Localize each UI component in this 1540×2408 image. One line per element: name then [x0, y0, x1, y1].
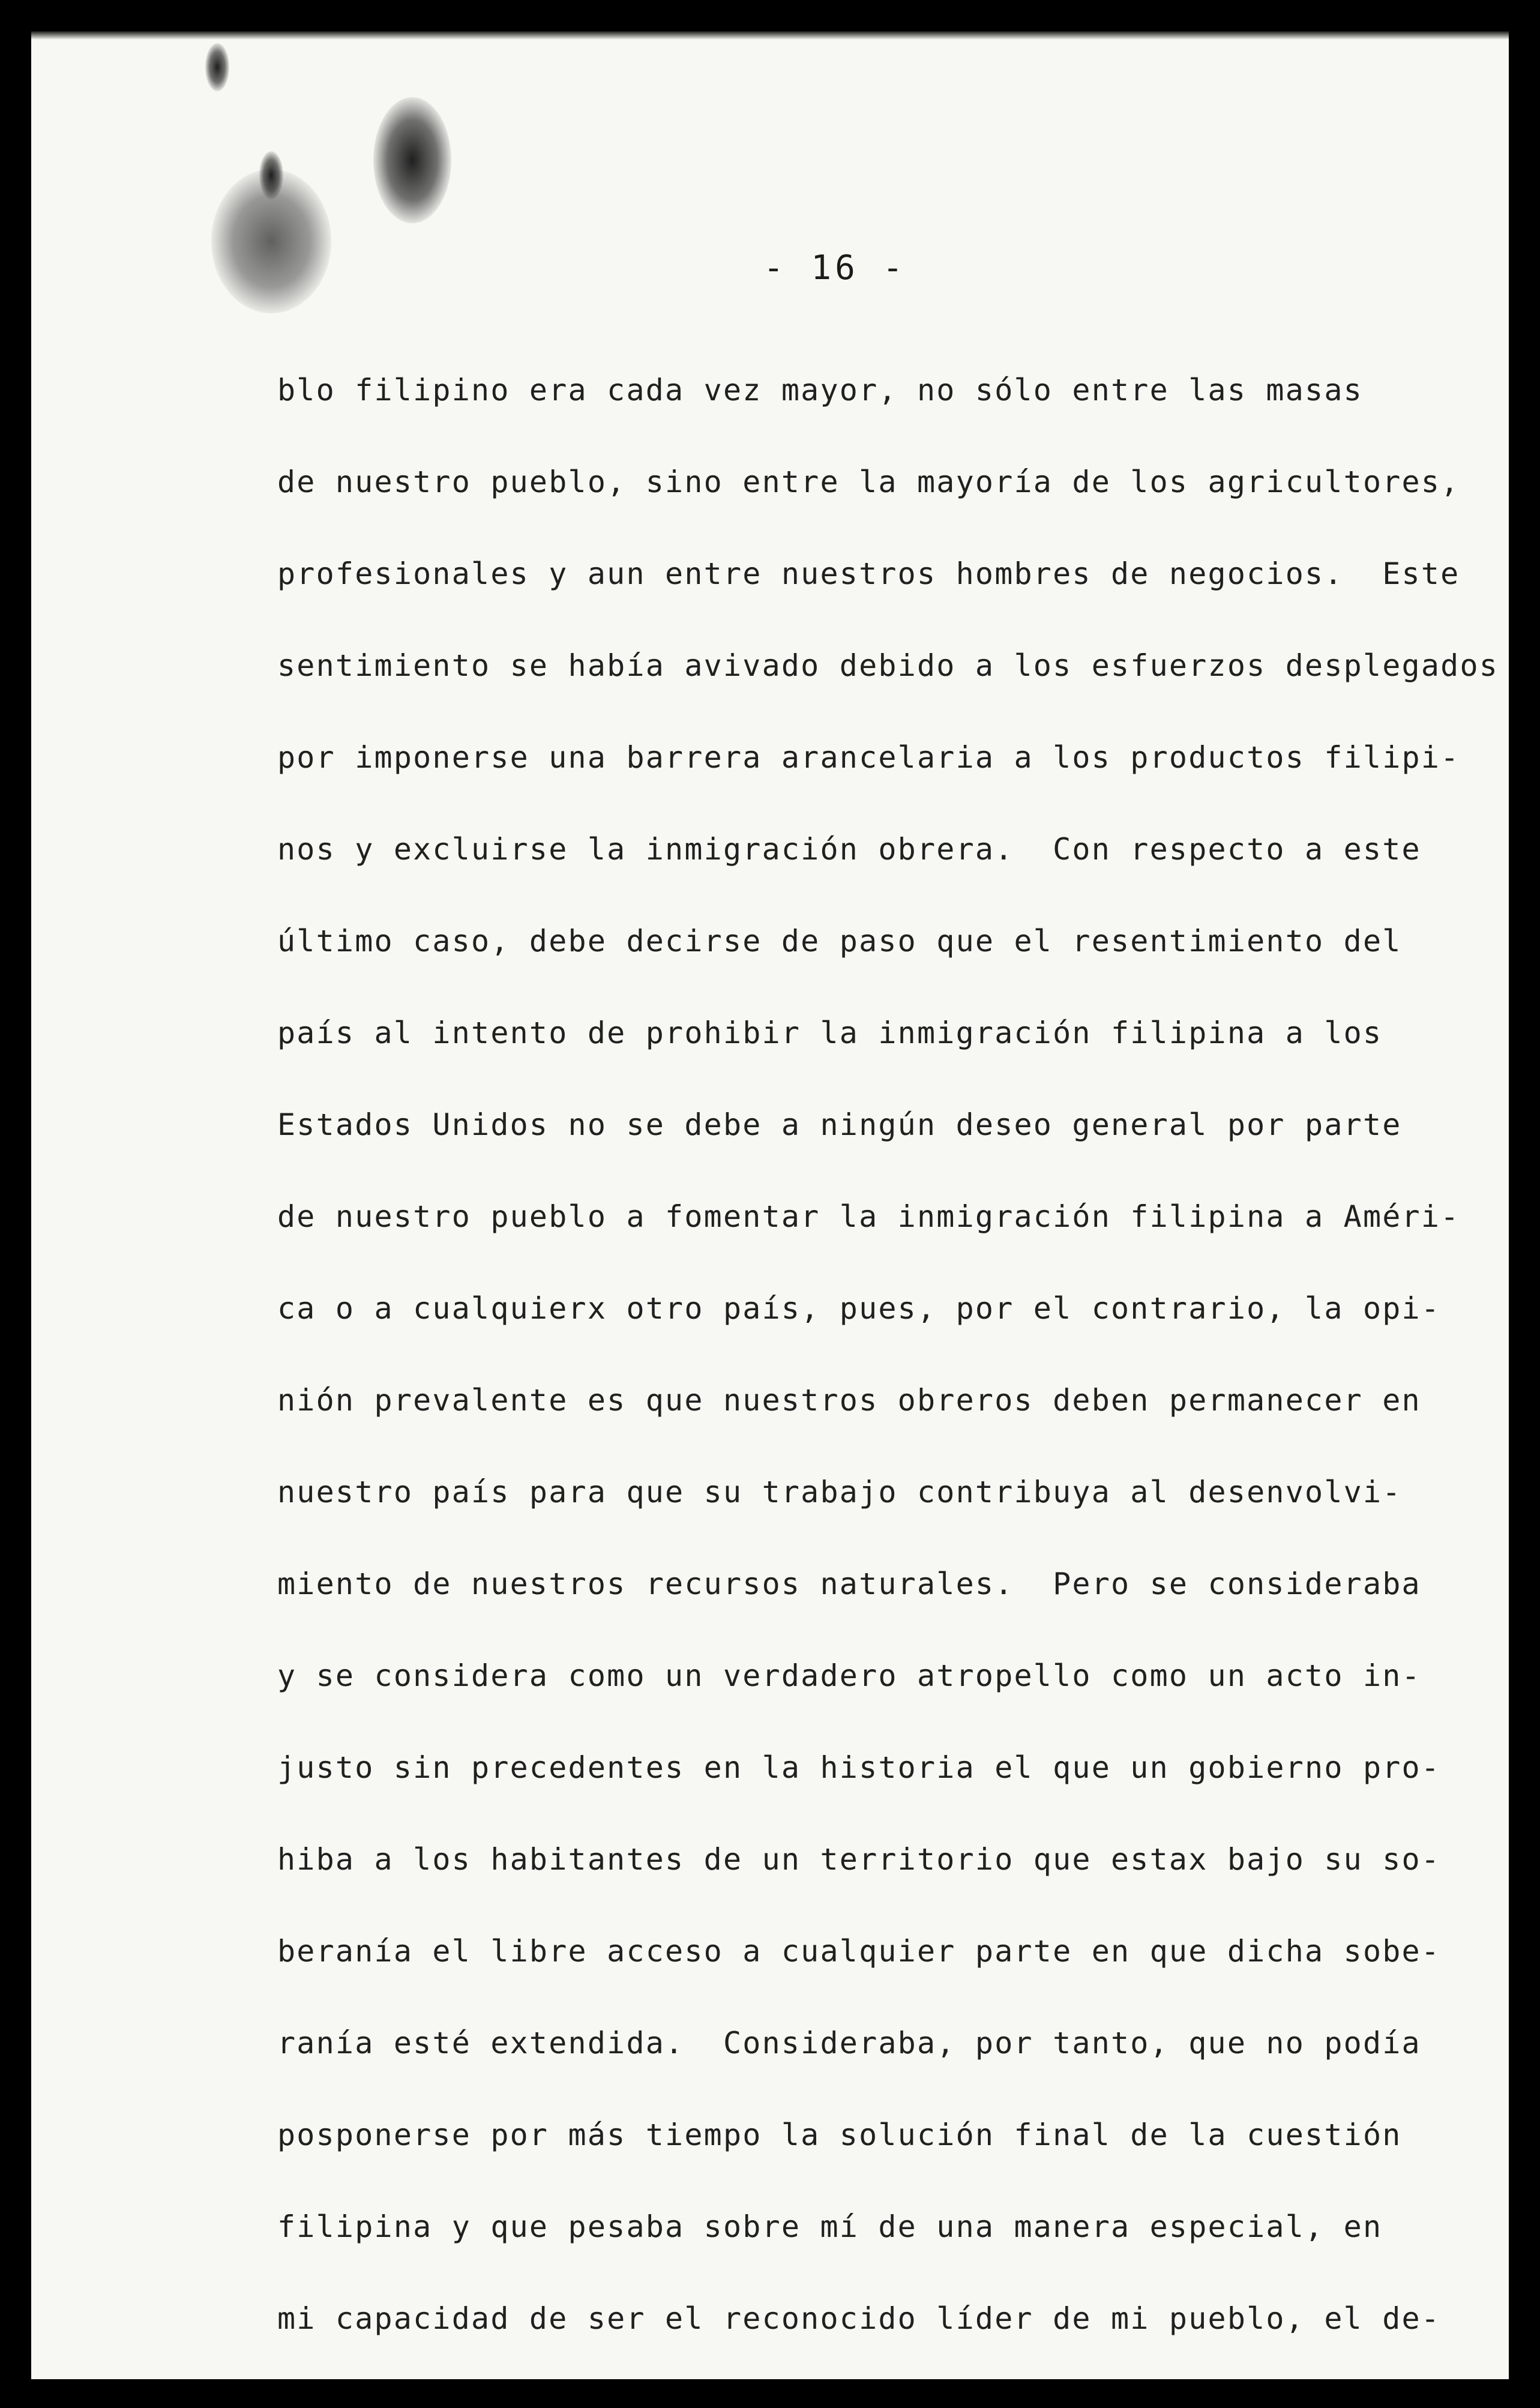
text-line: nos y excluirse la inmigración obrera. Con respecto a este: [277, 832, 1421, 867]
text-line: beranía el libre acceso a cualquier parte en que dicha sobe-: [277, 1934, 1441, 1969]
text-line: justo sin precedentes en la historia el que un gobierno pro-: [277, 1750, 1441, 1785]
text-line: mi capacidad de ser el reconocido líder de mi pueblo, el de-: [277, 2301, 1441, 2336]
text-line: sentimiento se había avivado debido a los esfuerzos desplegados: [277, 648, 1499, 683]
ink-smudge: [373, 97, 451, 223]
text-line: miento de nuestros recursos naturales. Pero se consideraba: [277, 1567, 1421, 1601]
text-line: filipina y que pesaba sobre mí de una manera especial, en: [277, 2209, 1383, 2244]
text-line: hiba a los habitantes de un territorio que estax bajo su so-: [277, 1842, 1441, 1877]
text-line: nuestro país para que su trabajo contribuya al desenvolvi-: [277, 1475, 1402, 1510]
text-line: blo filipino era cada vez mayor, no sólo entre las masas: [277, 373, 1363, 408]
page-number: - 16 -: [763, 248, 907, 287]
text-line: ca o a cualquierx otro país, pues, por el contrario, la opi-: [277, 1291, 1441, 1326]
text-line: país al intento de prohibir la inmigración filipina a los: [277, 1016, 1383, 1050]
text-line: posponerse por más tiempo la solución final de la cuestión: [277, 2118, 1402, 2152]
text-line: por imponerse una barrera arancelaria a los productos filipi-: [277, 740, 1460, 775]
text-line: y se considera como un verdadero atropello como un acto in-: [277, 1658, 1421, 1693]
document-page: [31, 31, 1509, 2379]
text-line: Estados Unidos no se debe a ningún deseo general por parte: [277, 1107, 1402, 1142]
body-text: [277, 345, 1499, 2365]
text-line: nión prevalente es que nuestros obreros deben permanecer en: [277, 1383, 1421, 1418]
text-line: último caso, debe decirse de paso que el resentimiento del: [277, 924, 1402, 959]
text-line: profesionales y aun entre nuestros hombres de negocios. Este: [277, 556, 1460, 591]
ink-smudge: [205, 43, 229, 91]
text-line: de nuestro pueblo, sino entre la mayoría de los agricultores,: [277, 465, 1460, 499]
text-line: ranía esté extendida. Consideraba, por tanto, que no podía: [277, 2026, 1421, 2060]
scan-top-edge: [31, 31, 1509, 40]
ink-smudge: [259, 151, 283, 199]
text-line: de nuestro pueblo a fomentar la inmigración filipina a Améri-: [277, 1199, 1460, 1234]
